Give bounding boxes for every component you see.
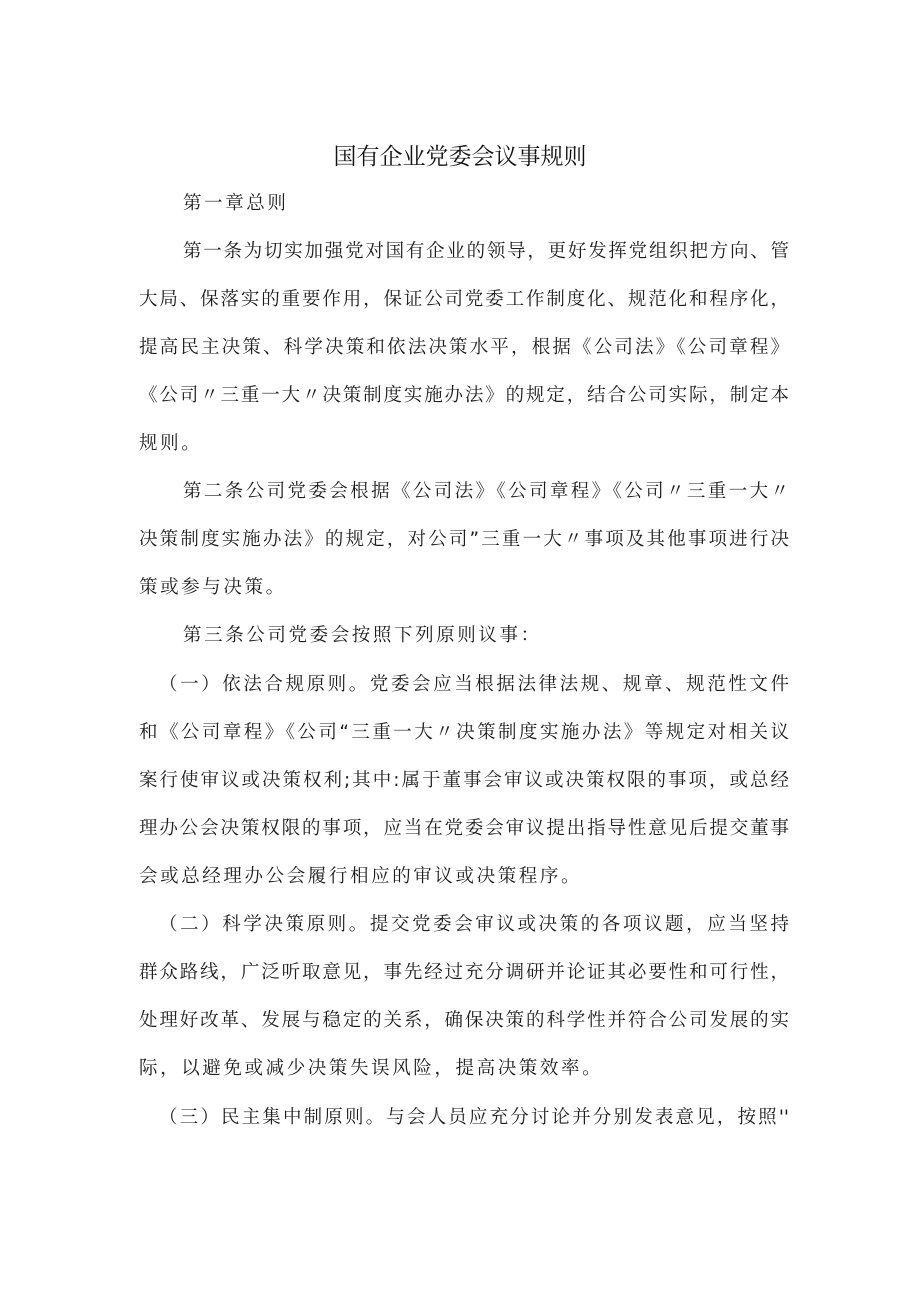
paragraph-line: （二）科学决策原则。提交党委会审议或决策的各项议题，应当坚持 [159, 914, 789, 935]
paragraph-line: 策或参与决策。 [139, 577, 287, 598]
paragraph-line: 规则。 [139, 433, 203, 454]
paragraph-line: （三）民主集中制原则。与会人员应充分讨论并分别发表意见，按照'' [159, 1107, 789, 1128]
paragraph-line: 第一条为切实加强党对国有企业的领导，更好发挥党组织把方向、管 [183, 241, 789, 262]
paragraph-line: 际，以避免或减少决策失误风险，提高决策效率。 [139, 1058, 604, 1079]
chapter-heading: 第一章总则 [183, 193, 289, 214]
paragraph-line: 第三条公司党委会按照下列原则议事： [183, 625, 542, 646]
paragraph-line: 大局、保落实的重要作用，保证公司党委工作制度化、规范化和程序化， [139, 289, 789, 310]
paragraph-line: 理办公会决策权限的事项，应当在党委会审议提出指导性意见后提交董事 [139, 818, 789, 839]
paragraph-line: 决策制度实施办法》的规定，对公司”三重一大〃事项及其他事项进行决 [139, 529, 789, 550]
paragraph-line: 第二条公司党委会根据《公司法》《公司章程》《公司〃三重一大〃 [183, 481, 789, 502]
paragraph-line: （一）依法合规原则。党委会应当根据法律法规、规章、规范性文件 [159, 674, 789, 695]
document-title: 国有企业党委会议事规则 [333, 144, 587, 170]
paragraph-line: 群众路线，广泛听取意见，事先经过充分调研并论证其必要性和可行性， [139, 962, 789, 983]
paragraph-line: 会或总经理办公会履行相应的审议或决策程序。 [139, 866, 583, 887]
paragraph-line: 《公司〃三重一大〃决策制度实施办法》的规定，结合公司实际，制定本 [139, 385, 789, 406]
paragraph-line: 和《公司章程》《公司“三重一大〃决策制度实施办法》等规定对相关议 [139, 722, 789, 743]
paragraph-line: 提高民主决策、科学决策和依法决策水平，根据《公司法》《公司章程》 [139, 337, 789, 358]
paragraph-line: 案行使审议或决策权利;其中:属于董事会审议或决策权限的事项，或总经 [139, 770, 789, 791]
paragraph-line: 处理好改革、发展与稳定的关系，确保决策的科学性并符合公司发展的实 [139, 1010, 789, 1031]
